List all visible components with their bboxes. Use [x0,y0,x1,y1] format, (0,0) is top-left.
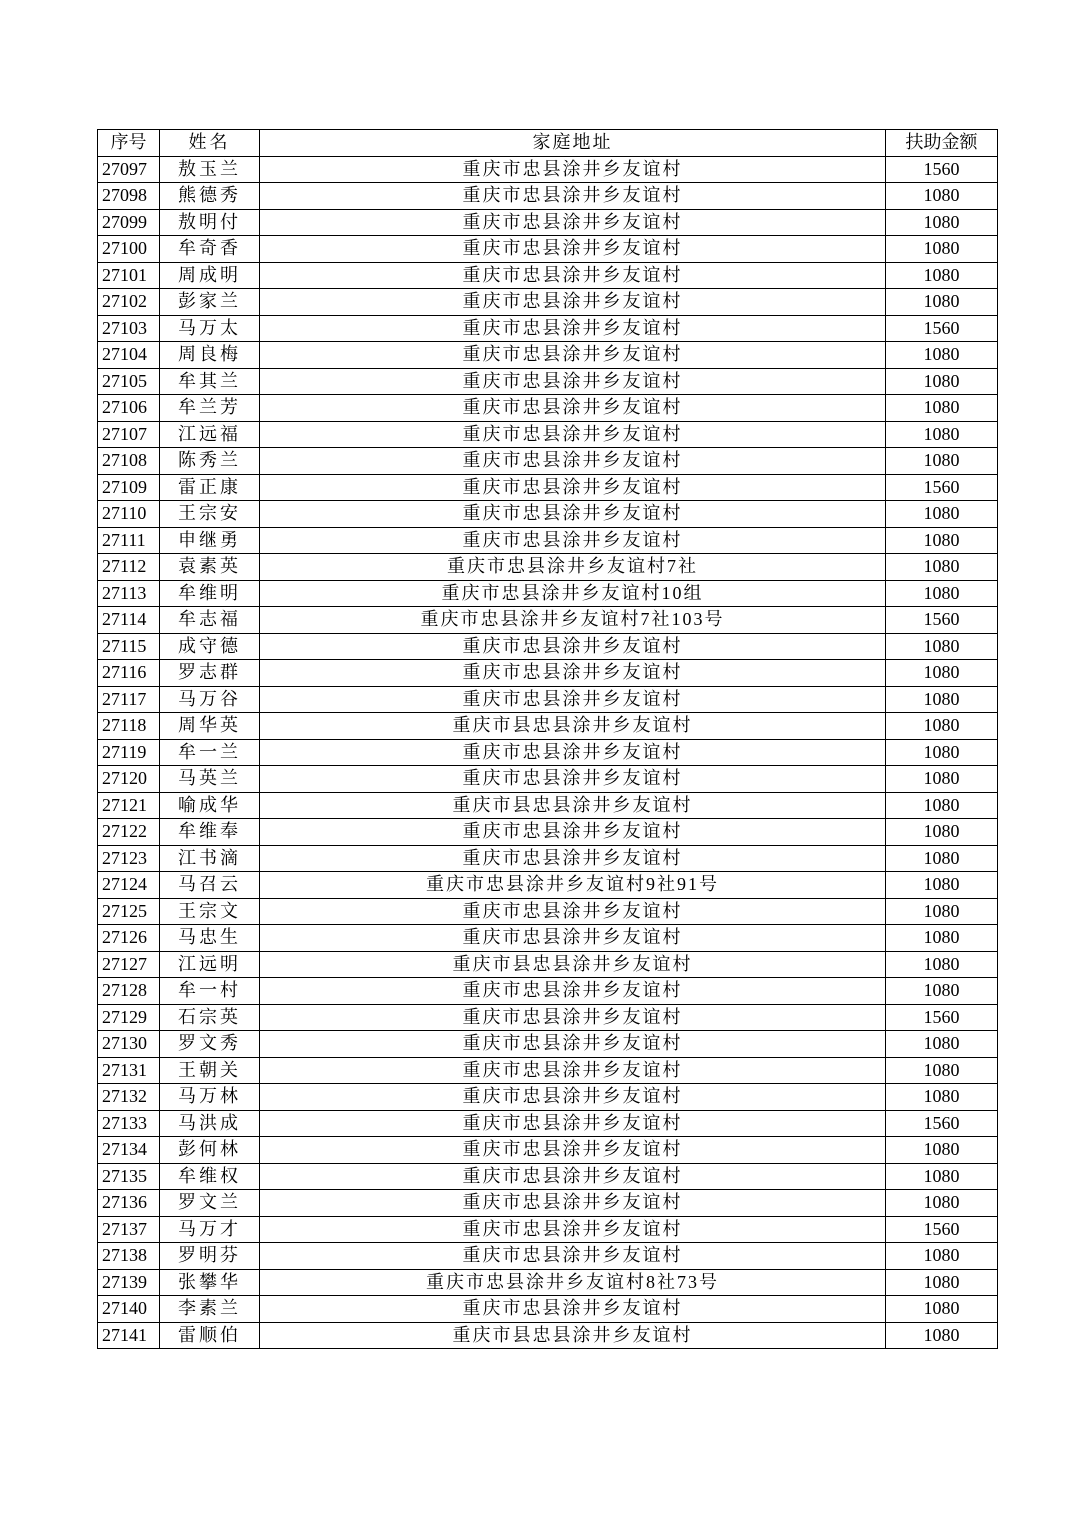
cell-amount: 1080 [886,554,998,581]
cell-address: 重庆市忠县涂井乡友谊村10组 [260,580,886,607]
cell-no: 27116 [98,660,160,687]
cell-amount: 1080 [886,580,998,607]
cell-amount: 1080 [886,1163,998,1190]
table-row [98,766,998,793]
cell-amount: 1080 [886,1269,998,1296]
cell-name: 张攀华 [160,1269,260,1296]
table-row [98,686,998,713]
cell-name: 成守德 [160,633,260,660]
cell-name: 马召云 [160,872,260,899]
cell-name: 喻成华 [160,792,260,819]
cell-name: 马万才 [160,1216,260,1243]
cell-address: 重庆市忠县涂井乡友谊村 [260,209,886,236]
cell-name: 熊德秀 [160,183,260,210]
cell-name: 马洪成 [160,1110,260,1137]
table-row [98,1269,998,1296]
cell-address: 重庆市忠县涂井乡友谊村 [260,1084,886,1111]
cell-address: 重庆市忠县涂井乡友谊村 [260,1296,886,1323]
table-row [98,262,998,289]
cell-no: 27132 [98,1084,160,1111]
cell-no: 27115 [98,633,160,660]
table-row [98,315,998,342]
cell-no: 27107 [98,421,160,448]
table-row [98,739,998,766]
cell-amount: 1080 [886,925,998,952]
cell-address: 重庆市忠县涂井乡友谊村 [260,845,886,872]
cell-no: 27109 [98,474,160,501]
cell-address: 重庆市忠县涂井乡友谊村 [260,183,886,210]
cell-amount: 1080 [886,1243,998,1270]
cell-name: 马万林 [160,1084,260,1111]
cell-amount: 1560 [886,1110,998,1137]
cell-name: 石宗英 [160,1004,260,1031]
table-row [98,342,998,369]
cell-no: 27103 [98,315,160,342]
cell-name: 王宗文 [160,898,260,925]
cell-address: 重庆市忠县涂井乡友谊村 [260,315,886,342]
cell-no: 27141 [98,1322,160,1349]
header-amount: 扶助金额 [886,130,998,157]
cell-no: 27098 [98,183,160,210]
cell-name: 江书滴 [160,845,260,872]
table-row [98,1163,998,1190]
table-row [98,501,998,528]
cell-amount: 1080 [886,792,998,819]
cell-no: 27099 [98,209,160,236]
cell-amount: 1080 [886,183,998,210]
cell-address: 重庆市忠县涂井乡友谊村 [260,978,886,1005]
table-row [98,607,998,634]
table-row [98,1296,998,1323]
cell-address: 重庆市忠县涂井乡友谊村 [260,421,886,448]
cell-address: 重庆市忠县涂井乡友谊村9社91号 [260,872,886,899]
cell-amount: 1080 [886,289,998,316]
cell-no: 27113 [98,580,160,607]
cell-no: 27125 [98,898,160,925]
table-row [98,845,998,872]
cell-amount: 1080 [886,1190,998,1217]
table-row [98,474,998,501]
cell-name: 牟维明 [160,580,260,607]
cell-amount: 1080 [886,1137,998,1164]
cell-no: 27122 [98,819,160,846]
cell-address: 重庆市忠县涂井乡友谊村 [260,660,886,687]
table-row [98,1322,998,1349]
cell-name: 周良梅 [160,342,260,369]
cell-amount: 1080 [886,1296,998,1323]
table-row [98,898,998,925]
cell-address: 重庆市忠县涂井乡友谊村 [260,342,886,369]
table-row [98,1057,998,1084]
cell-address: 重庆市忠县涂井乡友谊村 [260,1110,886,1137]
cell-address: 重庆市忠县涂井乡友谊村7社103号 [260,607,886,634]
cell-amount: 1080 [886,1084,998,1111]
cell-no: 27129 [98,1004,160,1031]
cell-no: 27121 [98,792,160,819]
cell-name: 牟志福 [160,607,260,634]
cell-address: 重庆市忠县涂井乡友谊村 [260,925,886,952]
cell-no: 27128 [98,978,160,1005]
cell-no: 27110 [98,501,160,528]
cell-amount: 1080 [886,845,998,872]
cell-amount: 1080 [886,1031,998,1058]
cell-no: 27136 [98,1190,160,1217]
cell-address: 重庆市忠县涂井乡友谊村 [260,1031,886,1058]
table-row [98,1031,998,1058]
cell-name: 王宗安 [160,501,260,528]
cell-no: 27137 [98,1216,160,1243]
cell-no: 27131 [98,1057,160,1084]
cell-amount: 1080 [886,1057,998,1084]
cell-no: 27105 [98,368,160,395]
table-row [98,713,998,740]
cell-name: 敖玉兰 [160,156,260,183]
cell-address: 重庆市县忠县涂井乡友谊村 [260,792,886,819]
cell-address: 重庆市忠县涂井乡友谊村 [260,819,886,846]
cell-name: 牟维权 [160,1163,260,1190]
table-row [98,978,998,1005]
cell-address: 重庆市忠县涂井乡友谊村 [260,395,886,422]
cell-address: 重庆市忠县涂井乡友谊村 [260,236,886,263]
table-row [98,209,998,236]
cell-address: 重庆市忠县涂井乡友谊村 [260,1137,886,1164]
cell-amount: 1080 [886,209,998,236]
cell-amount: 1080 [886,262,998,289]
cell-no: 27117 [98,686,160,713]
cell-amount: 1080 [886,978,998,1005]
header-no: 序号 [98,130,160,157]
cell-no: 27124 [98,872,160,899]
header-row [98,130,998,157]
cell-address: 重庆市忠县涂井乡友谊村 [260,501,886,528]
header-name: 姓名 [160,130,260,157]
table-row [98,660,998,687]
cell-amount: 1080 [886,527,998,554]
cell-name: 王朝关 [160,1057,260,1084]
cell-amount: 1080 [886,368,998,395]
cell-amount: 1080 [886,660,998,687]
table-row [98,1110,998,1137]
table-row [98,1190,998,1217]
cell-no: 27134 [98,1137,160,1164]
cell-name: 彭家兰 [160,289,260,316]
cell-no: 27111 [98,527,160,554]
table-row [98,1243,998,1270]
cell-amount: 1080 [886,342,998,369]
table-row [98,236,998,263]
cell-name: 周成明 [160,262,260,289]
cell-name: 罗文秀 [160,1031,260,1058]
cell-no: 27100 [98,236,160,263]
cell-name: 牟兰芳 [160,395,260,422]
cell-no: 27118 [98,713,160,740]
cell-no: 27123 [98,845,160,872]
cell-amount: 1080 [886,766,998,793]
cell-address: 重庆市忠县涂井乡友谊村 [260,898,886,925]
cell-amount: 1080 [886,501,998,528]
cell-no: 27126 [98,925,160,952]
cell-name: 雷顺伯 [160,1322,260,1349]
cell-address: 重庆市县忠县涂井乡友谊村 [260,951,886,978]
cell-name: 江远明 [160,951,260,978]
cell-address: 重庆市忠县涂井乡友谊村 [260,289,886,316]
cell-address: 重庆市忠县涂井乡友谊村 [260,739,886,766]
table-row [98,580,998,607]
cell-address: 重庆市忠县涂井乡友谊村 [260,686,886,713]
table-row [98,1004,998,1031]
table-row [98,633,998,660]
cell-name: 马万谷 [160,686,260,713]
cell-name: 马万太 [160,315,260,342]
cell-no: 27138 [98,1243,160,1270]
cell-amount: 1080 [886,819,998,846]
header-address: 家庭地址 [260,130,886,157]
cell-address: 重庆市忠县涂井乡友谊村 [260,1163,886,1190]
cell-address: 重庆市忠县涂井乡友谊村 [260,1243,886,1270]
cell-no: 27140 [98,1296,160,1323]
cell-no: 27127 [98,951,160,978]
cell-name: 李素兰 [160,1296,260,1323]
cell-address: 重庆市忠县涂井乡友谊村 [260,448,886,475]
cell-name: 申继勇 [160,527,260,554]
cell-address: 重庆市忠县涂井乡友谊村 [260,368,886,395]
cell-no: 27104 [98,342,160,369]
cell-address: 重庆市忠县涂井乡友谊村 [260,766,886,793]
table-row [98,554,998,581]
cell-amount: 1080 [886,395,998,422]
cell-name: 周华英 [160,713,260,740]
table-row [98,448,998,475]
cell-address: 重庆市忠县涂井乡友谊村 [260,527,886,554]
cell-address: 重庆市忠县涂井乡友谊村8社73号 [260,1269,886,1296]
cell-name: 马忠生 [160,925,260,952]
cell-amount: 1080 [886,951,998,978]
cell-name: 牟一兰 [160,739,260,766]
cell-name: 罗志群 [160,660,260,687]
assistance-table [97,129,998,1349]
table-row [98,1216,998,1243]
cell-amount: 1560 [886,156,998,183]
cell-name: 雷正康 [160,474,260,501]
cell-no: 27119 [98,739,160,766]
cell-amount: 1080 [886,686,998,713]
cell-amount: 1560 [886,474,998,501]
table-row [98,395,998,422]
cell-address: 重庆市县忠县涂井乡友谊村 [260,1322,886,1349]
cell-amount: 1080 [886,872,998,899]
cell-address: 重庆市忠县涂井乡友谊村 [260,156,886,183]
cell-address: 重庆市忠县涂井乡友谊村 [260,1216,886,1243]
cell-amount: 1560 [886,607,998,634]
cell-no: 27114 [98,607,160,634]
cell-no: 27097 [98,156,160,183]
cell-name: 牟维奉 [160,819,260,846]
table-row [98,368,998,395]
cell-amount: 1080 [886,448,998,475]
cell-name: 牟一村 [160,978,260,1005]
table-body [98,156,998,1349]
table-row [98,527,998,554]
cell-no: 27133 [98,1110,160,1137]
cell-no: 27139 [98,1269,160,1296]
cell-amount: 1560 [886,1216,998,1243]
cell-name: 马英兰 [160,766,260,793]
cell-amount: 1560 [886,1004,998,1031]
cell-address: 重庆市忠县涂井乡友谊村 [260,474,886,501]
cell-address: 重庆市忠县涂井乡友谊村 [260,1190,886,1217]
cell-address: 重庆市县忠县涂井乡友谊村 [260,713,886,740]
cell-name: 彭何林 [160,1137,260,1164]
table-row [98,819,998,846]
table-row [98,421,998,448]
cell-name: 牟其兰 [160,368,260,395]
cell-no: 27108 [98,448,160,475]
cell-name: 陈秀兰 [160,448,260,475]
cell-name: 牟奇香 [160,236,260,263]
cell-no: 27112 [98,554,160,581]
table-row [98,925,998,952]
cell-no: 27101 [98,262,160,289]
cell-name: 罗明芬 [160,1243,260,1270]
cell-name: 敖明付 [160,209,260,236]
table-row [98,183,998,210]
cell-amount: 1080 [886,236,998,263]
cell-amount: 1560 [886,315,998,342]
cell-amount: 1080 [886,739,998,766]
cell-amount: 1080 [886,1322,998,1349]
cell-address: 重庆市忠县涂井乡友谊村 [260,262,886,289]
table-row [98,1137,998,1164]
cell-no: 27120 [98,766,160,793]
table-row [98,289,998,316]
cell-amount: 1080 [886,898,998,925]
table-row [98,1084,998,1111]
cell-name: 袁素英 [160,554,260,581]
cell-amount: 1080 [886,713,998,740]
cell-amount: 1080 [886,421,998,448]
cell-amount: 1080 [886,633,998,660]
cell-no: 27135 [98,1163,160,1190]
cell-no: 27130 [98,1031,160,1058]
cell-address: 重庆市忠县涂井乡友谊村7社 [260,554,886,581]
cell-name: 罗文兰 [160,1190,260,1217]
cell-address: 重庆市忠县涂井乡友谊村 [260,633,886,660]
table-row [98,792,998,819]
cell-name: 江远福 [160,421,260,448]
cell-address: 重庆市忠县涂井乡友谊村 [260,1057,886,1084]
cell-no: 27106 [98,395,160,422]
table-row [98,156,998,183]
cell-address: 重庆市忠县涂井乡友谊村 [260,1004,886,1031]
table-row [98,951,998,978]
cell-no: 27102 [98,289,160,316]
table-row [98,872,998,899]
